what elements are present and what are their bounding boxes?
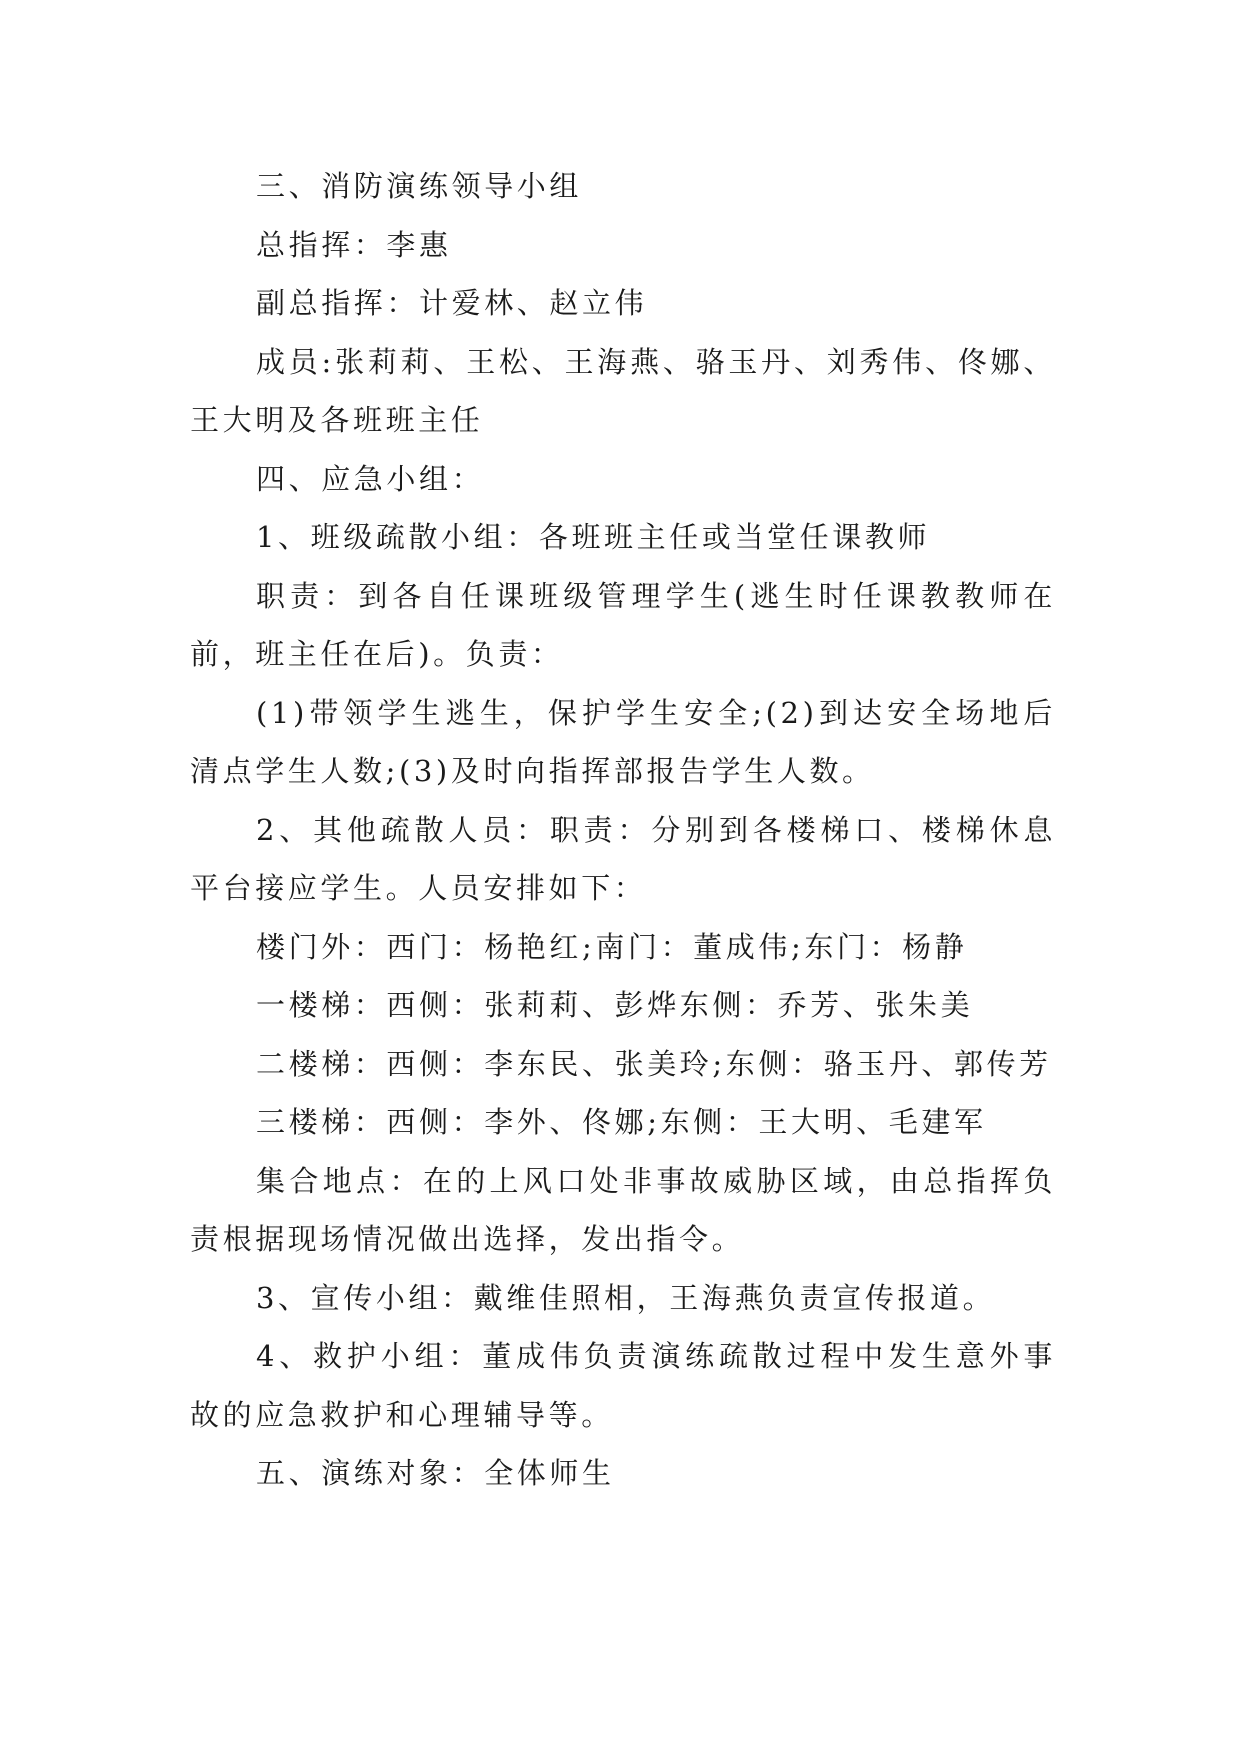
paragraph-outside-doors: 楼门外：西门：杨艳红;南门：董成伟;东门：杨静 bbox=[256, 929, 968, 964]
paragraph-rescue-group: 4、救护小组：董成伟负责演练疏散过程中发生意外事故的应急救护和心理辅导等。 bbox=[190, 1339, 1056, 1432]
section-heading-emergency-groups: 四、应急小组： bbox=[256, 461, 485, 496]
paragraph-commander: 总指挥：李惠 bbox=[256, 227, 452, 262]
paragraph-third-stairs: 三楼梯：西侧：李外、佟娜;东侧：王大明、毛建军 bbox=[256, 1105, 987, 1139]
paragraph-first-stairs: 一楼梯：西侧：张莉莉、彭烨东侧：乔芳、张朱美 bbox=[256, 988, 974, 1022]
section-heading-leadership: 三、消防演练领导小组 bbox=[256, 169, 583, 203]
paragraph-second-stairs: 二楼梯：西侧：李东民、张美玲;东侧：骆玉丹、郭传芳 bbox=[256, 1046, 1052, 1081]
paragraph-publicity-group: 3、宣传小组：戴维佳照相，王海燕负责宣传报道。 bbox=[256, 1280, 996, 1315]
paragraph-duties: 职责：到各自任课班级管理学生(逃生时任课教教师在前，班主任在后)。负责： bbox=[190, 578, 1056, 671]
paragraph-deputy-commander: 副总指挥：计爱林、赵立伟 bbox=[256, 286, 648, 320]
document-body bbox=[190, 157, 1056, 1503]
paragraph-duty-items: (1)带领学生逃生，保护学生安全;(2)到达安全场地后清点学生人数;(3)及时向指挥部报告学生人数。 bbox=[190, 695, 1056, 788]
paragraph-members: 成员:张莉莉、王松、王海燕、骆玉丹、刘秀伟、佟娜、王大明及各班班主任 bbox=[190, 344, 1056, 437]
paragraph-other-evacuation-staff: 2、其他疏散人员：职责：分别到各楼梯口、楼梯休息平台接应学生。人员安排如下： bbox=[190, 812, 1056, 905]
paragraph-assembly-point: 集合地点：在的上风口处非事故威胁区域，由总指挥负责根据现场情况做出选择，发出指令。 bbox=[190, 1163, 1056, 1256]
section-heading-drill-participants: 五、演练对象：全体师生 bbox=[256, 1456, 615, 1490]
paragraph-class-evacuation-group: 1、班级疏散小组：各班班主任或当堂任课教师 bbox=[256, 520, 931, 554]
